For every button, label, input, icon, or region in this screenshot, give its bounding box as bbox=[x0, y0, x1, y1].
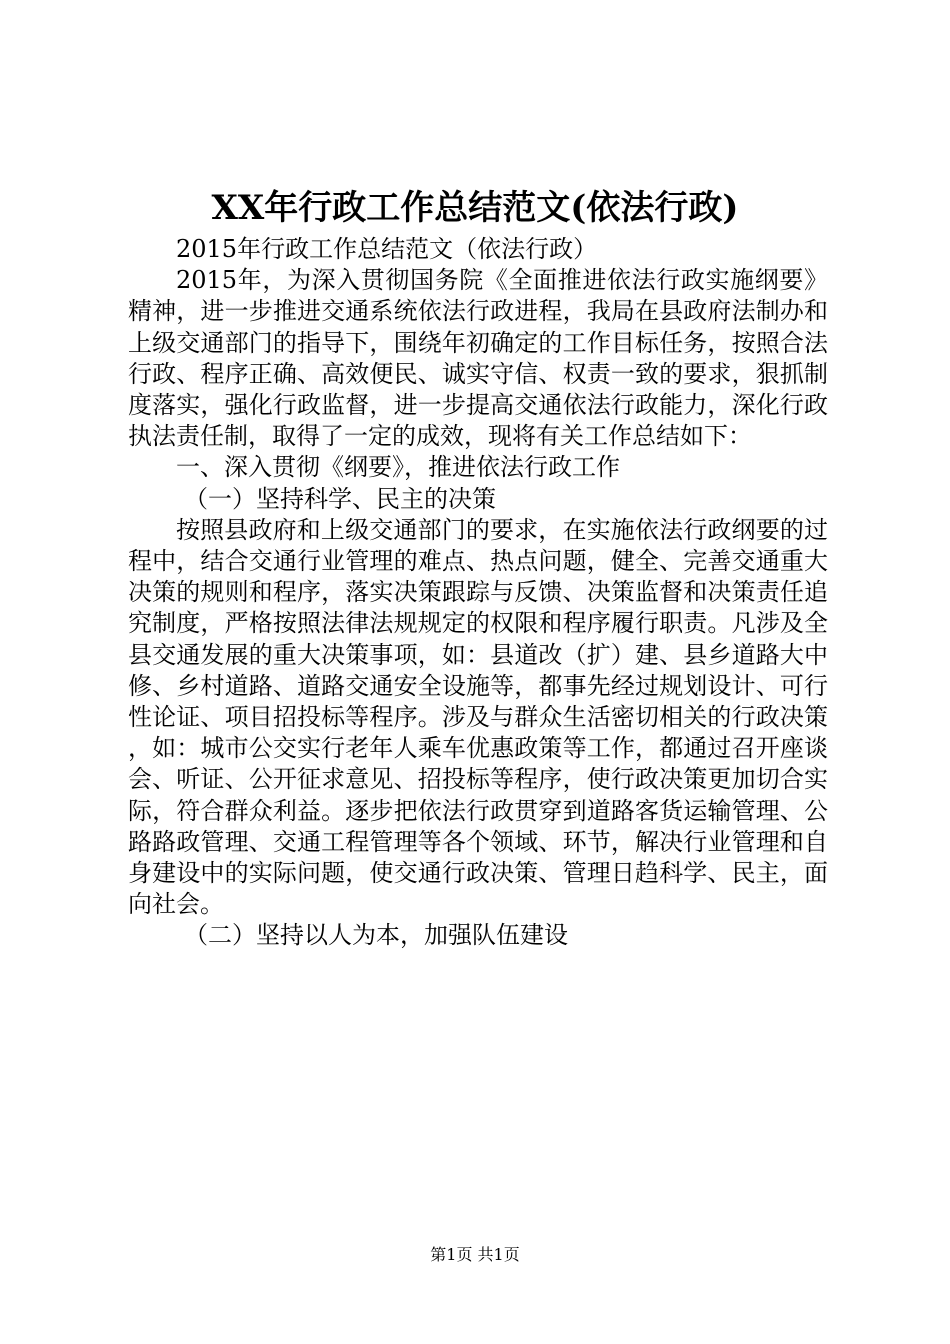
paragraph-subtitle: 2015年行政工作总结范文（依法行政） bbox=[176, 235, 598, 263]
paragraph-intro: 2015年，为深入贯彻国务院《全面推进依法行政实施纲要》精神，进一步推进交通系统依法行政进程，我局在县政府法制办和上级交通部门的指导下，围绕年初确定的工作目标任务，按照合法行政、程序正确、高效便民、诚实守信、权责一致的要求，狠抓制度落实，强化行政监督，进一步提高交通依法行政能力，深化行政执法责任制，取得了一定的成效，现将有关工作总结如下： bbox=[128, 266, 828, 451]
section-heading-1: 一、深入贯彻《纲要》，推进依法行政工作 bbox=[176, 453, 620, 482]
document-title: XX年行政工作总结范文(依法行政) bbox=[211, 188, 739, 228]
subsection-heading-1: （一）坚持科学、民主的决策 bbox=[184, 484, 496, 513]
page-footer: 第1页 共1页 bbox=[430, 1245, 520, 1264]
paragraph-decision: 按照县政府和上级交通部门的要求，在实施依法行政纲要的过程中，结合交通行业管理的难点、热点问题，健全、完善交通重大决策的规则和程序，落实决策跟踪与反馈、决策监督和决策责任追究制度，严格按照法律法规规定的权限和程序履行职责。凡涉及全县交通发展的重大决策事项，如：县道改（扩）建、县乡道路大中修、乡村道路、道路交通安全设施等，都事先经过规划设计、可行性论证、项目招投标等程序。涉及与群众生活密切相关的行政决策，如：城市公交实行老年人乘车优惠政策等工作，都通过召开座谈会、听证、公开征求意见、招投标等程序，使行政决策更加切合实际，符合群众利益。逐步把依法行政贯穿到道路客货运输管理、公路路政管理、交通工程管理等各个领域、环节，解决行业管理和自身建设中的实际问题，使交通行政决策、管理日趋科学、民主，面向社会。 bbox=[128, 515, 828, 919]
subsection-heading-2: （二）坚持以人为本，加强队伍建设 bbox=[184, 921, 568, 950]
document-body bbox=[128, 234, 828, 952]
